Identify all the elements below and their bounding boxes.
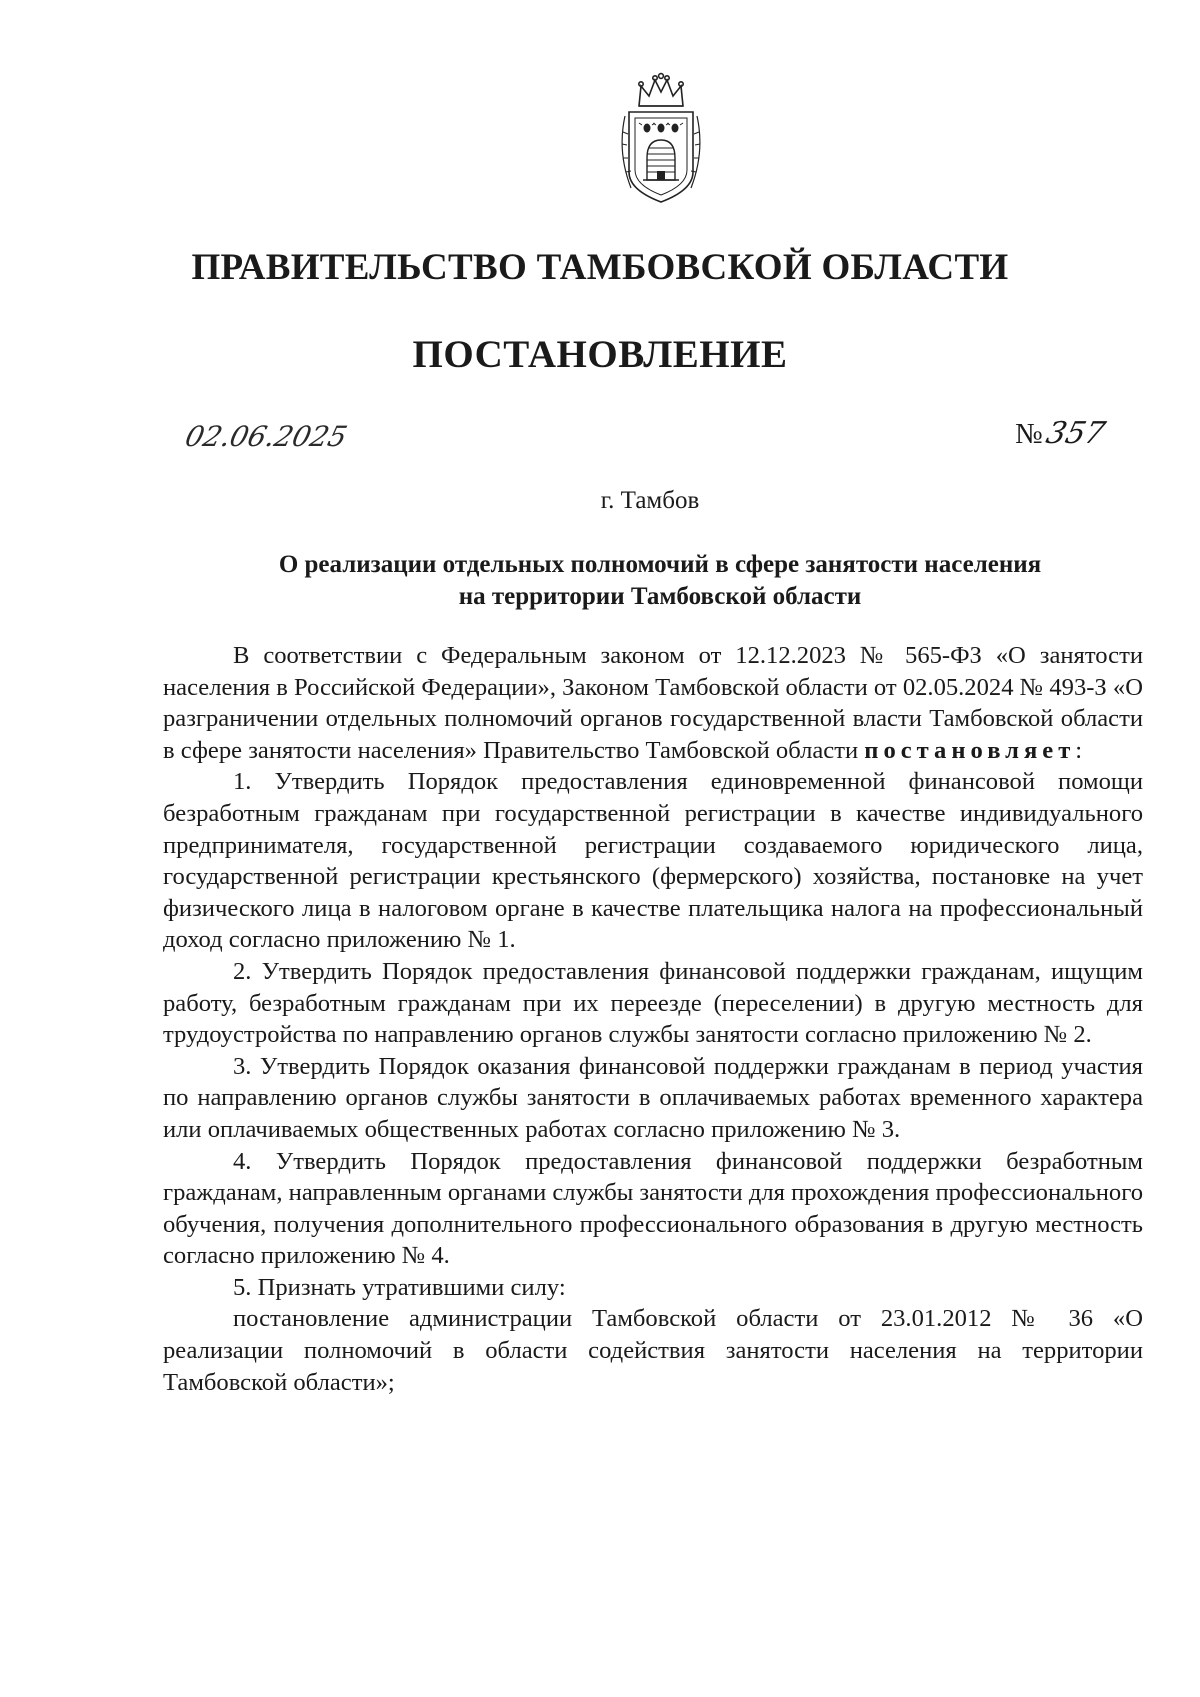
document-body xyxy=(163,640,1143,1398)
city-name: г. Тамбов xyxy=(600,487,700,514)
number-value: 357 xyxy=(1042,416,1109,451)
organization-title: ПРАВИТЕЛЬСТВО ТАМБОВСКОЙ ОБЛАСТИ xyxy=(191,247,1009,288)
repealed-act-paragraph: постановление администрации Тамбовской области от 23.01.2012 № 36 «О реализации полномочий в области содействия занятости населения на территории Тамбовской области»; xyxy=(163,1305,1143,1396)
coat-of-arms-icon xyxy=(611,72,711,208)
document-subject xyxy=(200,549,1120,613)
subject-line-1: О реализации отдельных полномочий в сфере занятости населения xyxy=(278,551,1042,578)
preamble-paragraph xyxy=(163,640,1143,766)
document-number xyxy=(1015,416,1109,451)
item-3-paragraph: 3. Утвердить Порядок оказания финансовой поддержки гражданам в период участия по направлению органов службы занятости в оплачиваемых работах временного характера или оплачиваемых общественных работах согласно приложению № 3. xyxy=(163,1052,1143,1143)
document-type-heading: ПОСТАНОВЛЕНИЕ xyxy=(412,333,788,376)
number-sign: № xyxy=(1015,418,1043,450)
document-date: 02.06.2025 xyxy=(181,420,351,453)
item-1-paragraph: 1. Утвердить Порядок предоставления единовременной финансовой помощи безработным гражданам при государственной регистрации в качестве индивидуального предпринимателя, государственной регистрации создаваемого юридического лица, государственной регистрации крестьянского (фермерского) хозяйства, постановке на учет физического лица в налоговом органе в качестве плательщика налога на профессиональный доход согласно приложению № 1. xyxy=(163,768,1143,954)
subject-line-2: на территории Тамбовской области xyxy=(458,583,862,610)
resolution-keyword: постановляет xyxy=(864,736,1076,764)
item-2-paragraph: 2. Утвердить Порядок предоставления финансовой поддержки гражданам, ищущим работу, безработным гражданам при их переезде (переселении) в другую местность для трудоустройства по направлению органов службы занятости согласно приложению № 2. xyxy=(163,957,1143,1049)
item-5-paragraph: 5. Признать утратившими силу: xyxy=(233,1273,566,1301)
item-4-paragraph: 4. Утвердить Порядок предоставления финансовой поддержки безработным гражданам, направленным органами службы занятости для прохождения профессионального обучения, получения дополнительного профессионального образования в другую местность согласно приложению № 4. xyxy=(163,1147,1143,1270)
preamble-text: В соответствии с Федеральным законом от 12.12.2023 № 565-ФЗ «О занятости населения в Российской Федерации», Законом Тамбовской области от 02.05.2024 № 493-З «О разграничении отдельных полномочий органов государственной власти Тамбовской области в сфере занятости населения» Правительство Тамбовской области xyxy=(163,642,1143,764)
preamble-colon: : xyxy=(1075,736,1083,764)
